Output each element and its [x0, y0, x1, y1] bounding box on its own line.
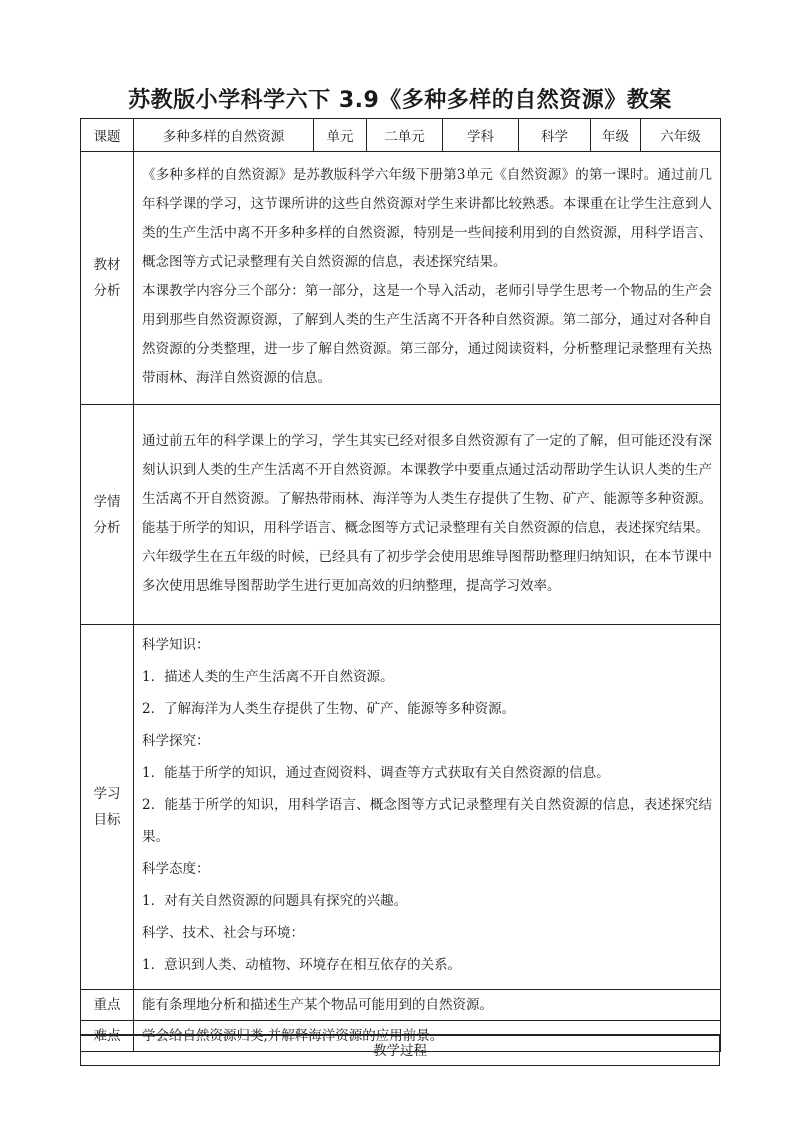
student-analysis-content — [134, 405, 721, 625]
textbook-paragraph: 《多种多样的自然资源》是苏教版科学六年级下册第3单元《自然资源》的第一课时。通过前几年科学课的学习，这节课所讲的这些自然资源对学生来讲都比较熟悉。本课重在让学生注意到人类的生产生活中离不开多种多样的自然资源，特别是一些间接利用到的自然资源，用科学语言、概念图等方式记录整理有关自然资源的信息，表述探究结果。 — [142, 167, 712, 270]
header-row — [81, 119, 721, 152]
student-paragraph: 六年级学生在五年级的时候，已经具有了初步学会使用思维导图帮助整理归纳知识，在本节课中多次使用思维导图帮助学生进行更加高效的归纳整理，提高学习效率。 — [142, 548, 712, 594]
textbook-paragraph: 本课教学内容分三个部分：第一部分，这是一个导入活动，老师引导学生思考一个物品的生产会用到那些自然资源资源，了解到人类的生产生活离不开各种自然资源。第二部分，通过对各种自然资源的分类整理，进一步了解自然资源。第三部分，通过阅读资料，分析整理记录整理有关热带雨林、海洋自然资源的信息。 — [142, 283, 712, 386]
student-analysis-label: 学情 分析 — [81, 405, 134, 625]
grade-value: 六年级 — [641, 119, 721, 152]
unit-value: 二单元 — [367, 119, 443, 152]
goal-line: 1．对有关自然资源的问题具有探究的兴趣。 — [142, 893, 408, 909]
teaching-process-header: 教学过程 — [80, 1034, 720, 1066]
textbook-analysis-row — [81, 152, 721, 405]
lesson-plan-table — [80, 118, 720, 1052]
goal-line: 1．描述人类的生产生活离不开自然资源。 — [142, 669, 394, 685]
difficulty-label: 难点 — [81, 1021, 134, 1052]
goal-line: 1．能基于所学的知识，通过查阅资料、调查等方式获取有关自然资源的信息。 — [142, 765, 610, 781]
subject-label: 学科 — [443, 119, 519, 152]
student-paragraph: 通过前五年的科学课上的学习，学生其实已经对很多自然资源有了一定的了解，但可能还没有深刻认识到人类的生产生活离不开自然资源。本课教学中要重点通过活动帮助学生认识人类的生产生活离不开自然资源。了解热带雨林、海洋等为人类生存提供了生物、矿产、能源等多种资源。能基于所学的知识，用科学语言、概念图等方式记录整理有关自然资源的信息，表述探究结果。 — [142, 432, 712, 536]
key-point-label: 重点 — [81, 990, 134, 1021]
learning-goals-content — [134, 625, 721, 990]
student-analysis-row — [81, 405, 721, 625]
difficulty-content: 学会给自然资源归类,并解释海洋资源的应用前景。 — [134, 1021, 721, 1052]
goal-line: 1．意识到人类、动植物、环境存在相互依存的关系。 — [142, 957, 462, 973]
page-title: 苏教版小学科学六下 3.9《多种多样的自然资源》教案 — [128, 88, 672, 113]
key-point-content: 能有条理地分析和描述生产某个物品可能用到的自然资源。 — [134, 990, 721, 1021]
goal-line: 2．了解海洋为人类生存提供了生物、矿产、能源等多种资源。 — [142, 701, 516, 717]
learning-goals-label: 学习 目标 — [81, 625, 134, 990]
course-label: 课题 — [81, 119, 134, 152]
goal-line: 科学探究： — [142, 733, 210, 749]
textbook-analysis-label: 教材 分析 — [81, 152, 134, 405]
unit-label: 单元 — [314, 119, 367, 152]
textbook-analysis-content — [134, 152, 721, 405]
key-point-row — [81, 990, 721, 1021]
learning-goals-row — [81, 625, 721, 990]
goal-line: 科学、技术、社会与环境： — [142, 925, 304, 941]
grade-label: 年级 — [591, 119, 641, 152]
goal-line: 科学态度： — [142, 861, 210, 877]
goal-line: 科学知识： — [142, 637, 210, 653]
course-value: 多种多样的自然资源 — [134, 119, 314, 152]
goal-line: 2．能基于所学的知识，用科学语言、概念图等方式记录整理有关自然资源的信息，表述探究结果。 — [142, 797, 712, 845]
subject-value: 科学 — [519, 119, 591, 152]
